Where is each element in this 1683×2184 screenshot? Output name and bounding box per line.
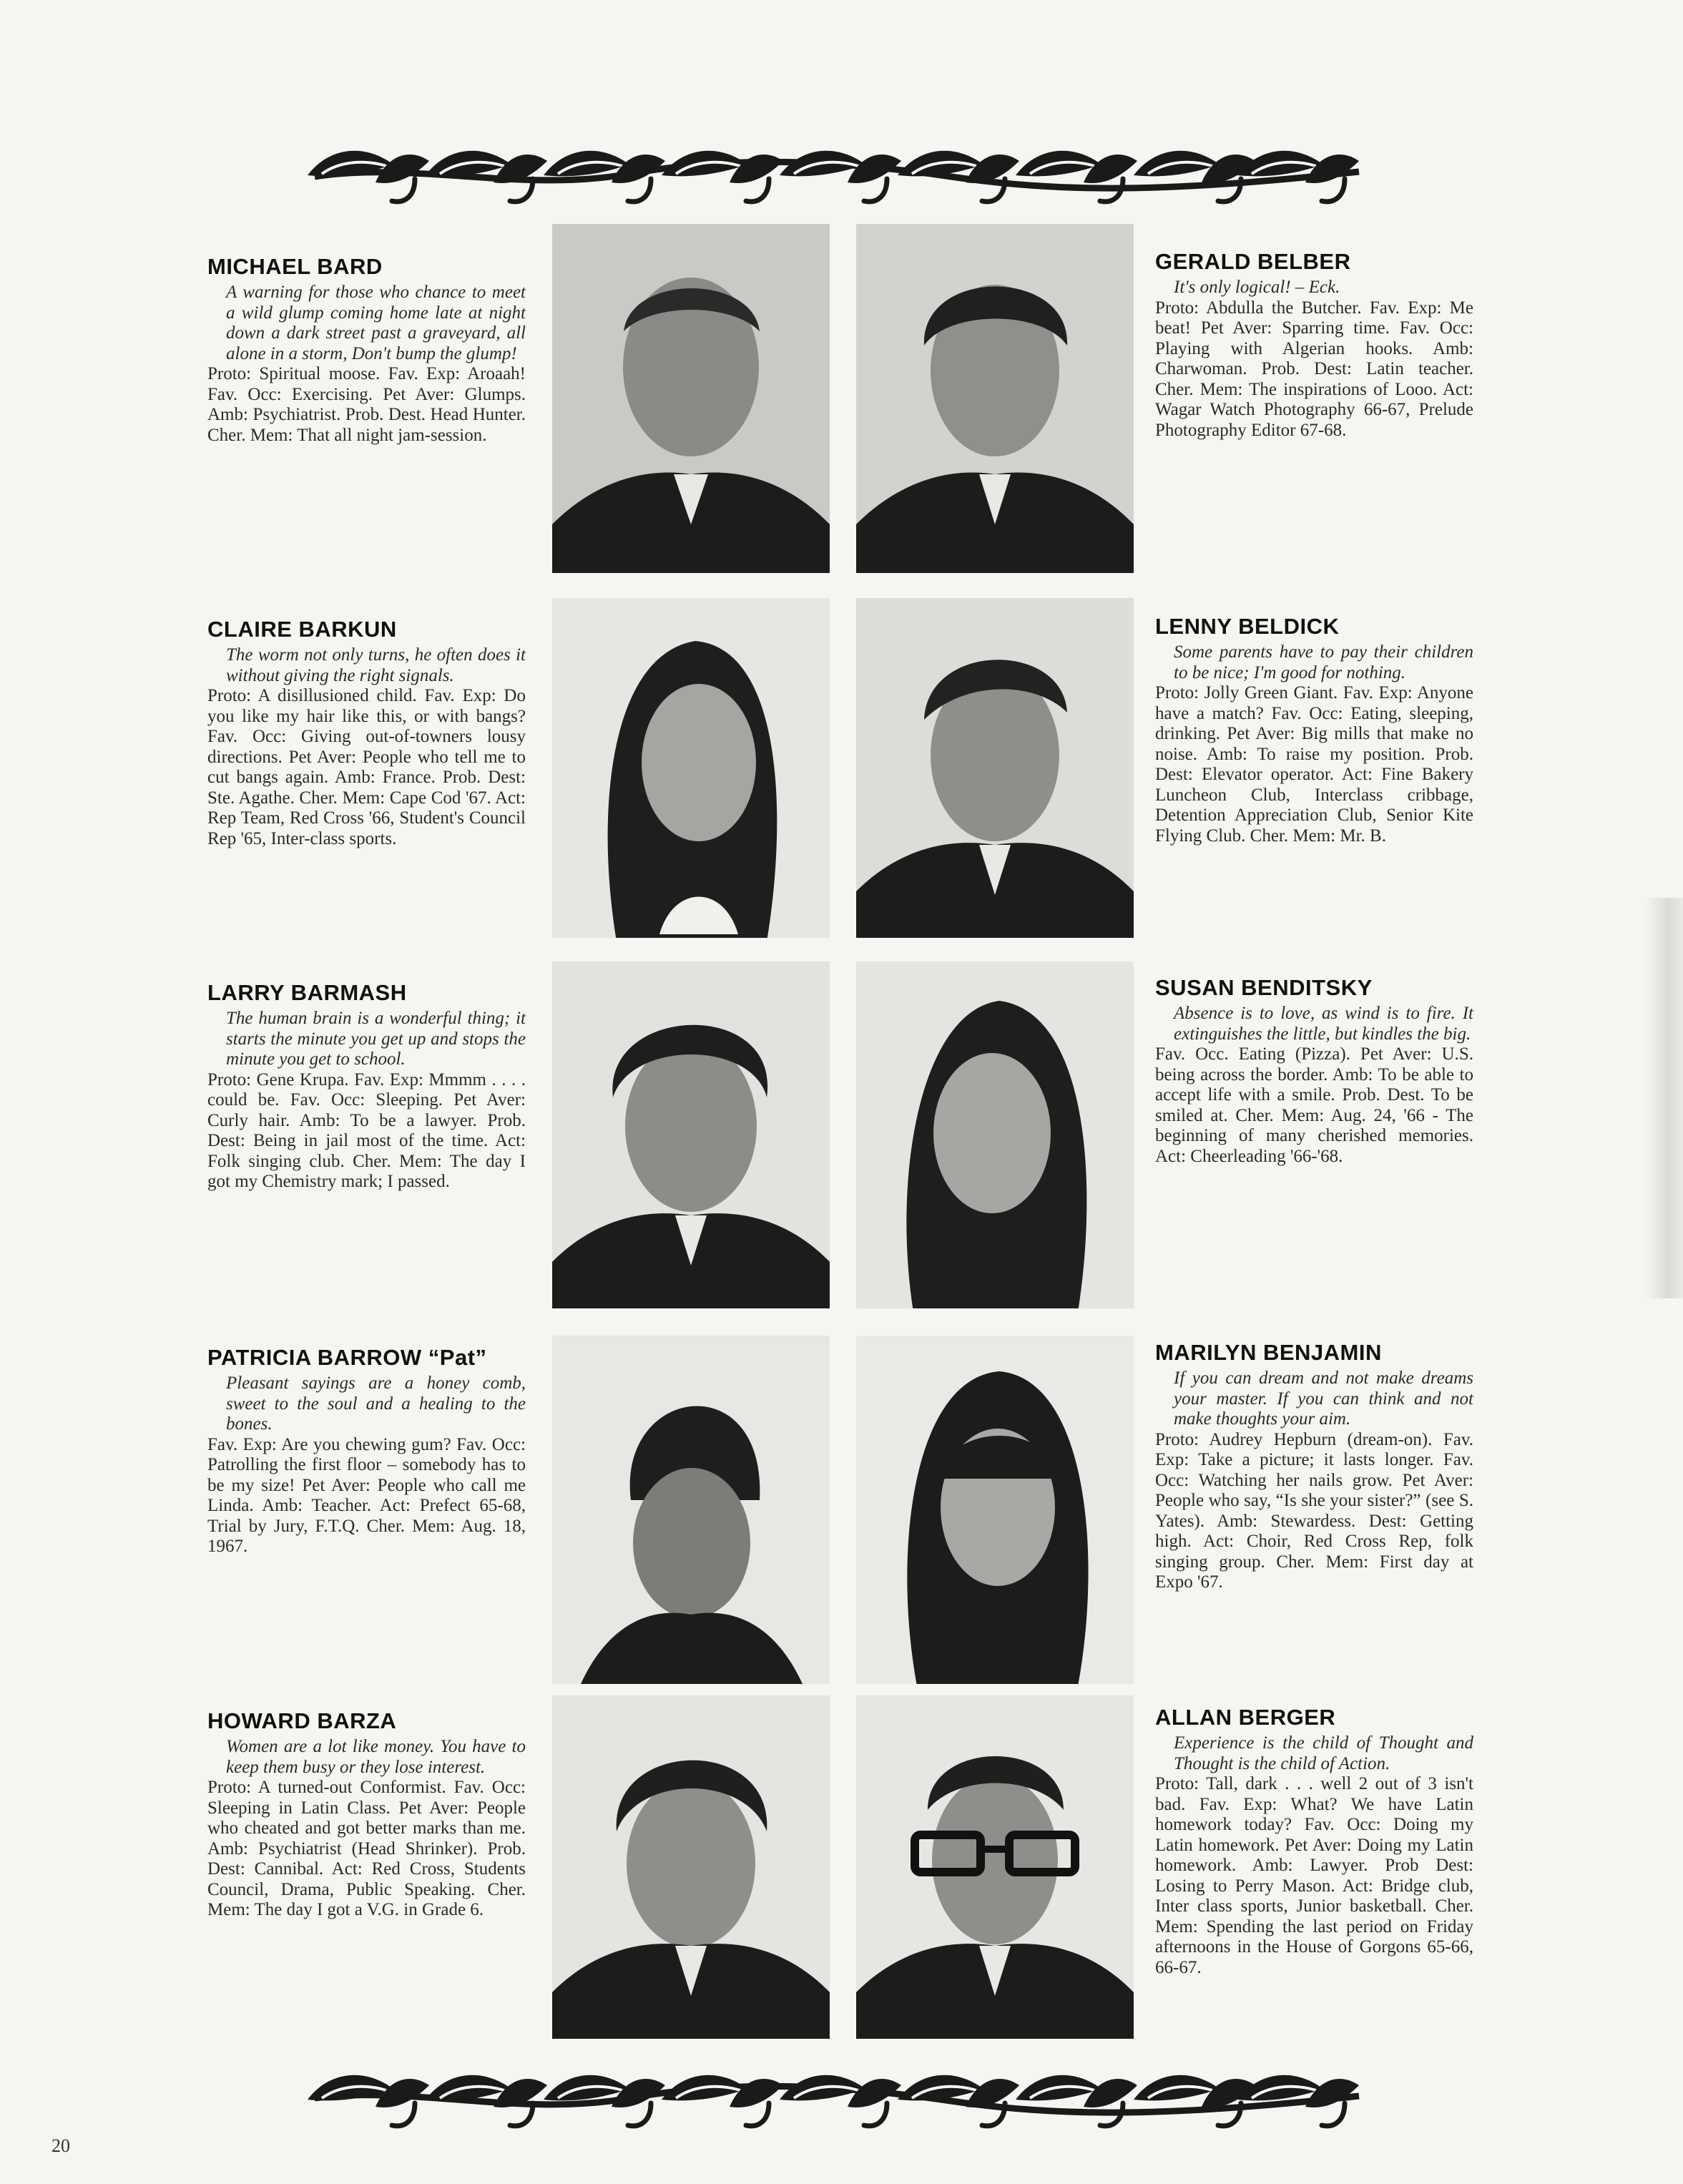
student-name: MARILYN BENJAMIN: [1155, 1340, 1382, 1365]
student-entry: [1155, 975, 1473, 1167]
student-bio: Proto: A disillusioned child. Fav. Exp: Do you like my hair like this, or with bangs? Fav. Occ: Giving out-of-towners lousy directions. Pet Aver: People who tell me to cut bangs again. Amb: France. Prob. Dest: Ste. Agathe. Cher. Mem: Cape Cod '67. Act: Rep Team, Red Cross '66, Student's Council Rep '65, Inter-class sports.: [207, 686, 526, 848]
portrait-photo: [552, 961, 830, 1308]
page-number: 20: [51, 2135, 70, 2156]
portrait-photo: [856, 1336, 1134, 1684]
student-quote: The human brain is a wonderful thing; it starts the minute you get up and stops the minute you get to school.: [226, 1009, 526, 1069]
student-quote: Pleasant sayings are a honey comb, sweet to the soul and a healing to the bones.: [226, 1373, 526, 1434]
portrait-photo: [552, 1336, 830, 1684]
student-bio: Proto: Gene Krupa. Fav. Exp: Mmmm . . . . could be. Fav. Occ: Sleeping. Pet Aver: Curly hair. Amb: To be a lawyer. Prob. Dest: Being in jail most of the time. Act: Folk singing club. Cher. Mem: The day I got my Chemistry mark; I passed.: [207, 1069, 526, 1191]
student-name: CLAIRE BARKUN: [207, 617, 397, 642]
student-quote: It's only logical! – Eck.: [1174, 278, 1340, 297]
student-name: LENNY BELDICK: [1155, 614, 1340, 639]
portrait-photo: [856, 598, 1134, 938]
student-bio: Proto: Abdulla the Butcher. Fav. Exp: Me beat! Pet Aver: Sparring time. Fav. Occ: Playing with Algerian hooks. Amb: Charwoman. Prob. Dest: Latin teacher. Cher. Mem: The inspirations of Looo. Act: Wagar Watch Photography 66-67, Prelude Photography Editor 67-68.: [1155, 298, 1473, 440]
student-entry: [1155, 614, 1473, 846]
student-entry: [207, 1708, 526, 1921]
student-entry: [207, 980, 526, 1193]
student-bio: Proto: Jolly Green Giant. Fav. Exp: Anyone have a match? Fav. Occ: Eating, sleeping, drinking. Pet Aver: Big mills that make no noise. Amb: To raise my position. Prob. Dest: Elevator operator. Act: Fine Bakery Luncheon Club, Interclass cribbage, Detention Appreciation Club, Senior Kite Flying Club. Cher. Mem: Mr. B.: [1155, 683, 1473, 846]
student-entry: [1155, 1705, 1473, 1978]
student-quote: Absence is to love, as wind is to fire. It extinguishes the little, but kindles the big.: [1174, 1004, 1473, 1044]
student-bio: Fav. Exp: Are you chewing gum? Fav. Occ: Patrolling the first floor – somebody has to be my size! Pet Aver: People who call me Linda. Amb: Teacher. Act: Prefect 65-68, Trial by Jury, F.T.Q. Cher. Mem: Aug. 18, 1967.: [207, 1434, 526, 1556]
student-entry: [207, 1345, 526, 1557]
portrait-photo: [856, 224, 1134, 573]
student-quote: Women are a lot like money. You have to keep them busy or they lose interest.: [226, 1737, 526, 1777]
student-name: SUSAN BENDITSKY: [1155, 975, 1373, 1000]
student-name: MICHAEL BARD: [207, 254, 383, 279]
top-vine-border: [308, 132, 1366, 211]
student-name: LARRY BARMASH: [207, 980, 407, 1005]
student-quote: Experience is the child of Thought and Thought is the child of Action.: [1174, 1733, 1473, 1773]
student-name: PATRICIA BARROW “Pat”: [207, 1345, 487, 1370]
student-name: ALLAN BERGER: [1155, 1705, 1336, 1730]
portrait-photo: [552, 224, 830, 573]
student-quote: A warning for those who chance to meet a wild glump coming home late at night down a dark street past a graveyard, all alone in a storm, Don't bump the glump!: [226, 283, 526, 363]
portrait-photo: [552, 598, 830, 938]
student-quote: The worm not only turns, he often does it without giving the right signals.: [226, 645, 526, 685]
portrait-photo: [856, 961, 1134, 1308]
student-entry: [207, 617, 526, 849]
student-name: HOWARD BARZA: [207, 1708, 397, 1733]
student-bio: Proto: Tall, dark . . . well 2 out of 3 isn't bad. Fav. Exp: What? We have Latin homework today? Fav. Occ: Doing my Latin homework. Pet Aver: Doing my Latin homework. Amb: Lawyer. Prob Dest: Losing to Perry Mason. Act: Bridge club, Inter class sports, Junior basketball. Cher. Mem: Spending the last period on Friday afternoons in the House of Gorgons 65-66, 66-67.: [1155, 1774, 1473, 1977]
student-entry: [207, 254, 526, 446]
student-bio: Proto: A turned-out Conformist. Fav. Occ: Sleeping in Latin Class. Pet Aver: People who cheated and got better marks than me. Amb: Psychiatrist (Head Shrinker). Prob. Dest: Cannibal. Act: Red Cross, Students Council, Drama, Public Speaking. Cher. Mem: The day I got a V.G. in Grade 6.: [207, 1778, 526, 1919]
student-bio: Fav. Occ. Eating (Pizza). Pet Aver: U.S. being across the border. Amb: To be able to accept life with a smile. Prob. Dest. To be smiled at. Cher. Mem: Aug. 24, '66 - The beginning of many cherished memories. Act: Cheerleading '66-'68.: [1155, 1044, 1473, 1166]
student-bio: Proto: Audrey Hepburn (dream-on). Fav. Exp: Take a picture; it lasts longer. Fav. Occ: Watching her nails grow. Pet Aver: People who say, “Is she your sister?” (see S. Yates). Amb: Stewardess. Dest: Getting high. Act: Choir, Red Cross Rep, folk singing group. Cher. Mem: First day at Expo '67.: [1155, 1429, 1473, 1592]
portrait-photo: [552, 1695, 830, 2039]
student-bio: Proto: Spiritual moose. Fav. Exp: Aroaah! Fav. Occ: Exercising. Pet Aver: Glumps. Amb: Psychiatrist. Prob. Dest. Head Hunter. Cher. Mem: That all night jam-session.: [207, 364, 526, 445]
student-name: GERALD BELBER: [1155, 249, 1351, 274]
portrait-photo: [856, 1695, 1134, 2039]
student-entry: [1155, 1340, 1473, 1593]
scan-edge-shadow: [1645, 898, 1683, 1298]
student-entry: [1155, 249, 1473, 441]
student-quote: If you can dream and not make dreams your master. If you can think and not make thoughts your aim.: [1174, 1368, 1473, 1429]
student-quote: Some parents have to pay their children to be nice; I'm good for nothing.: [1174, 642, 1473, 682]
bottom-vine-border: [308, 2057, 1366, 2135]
